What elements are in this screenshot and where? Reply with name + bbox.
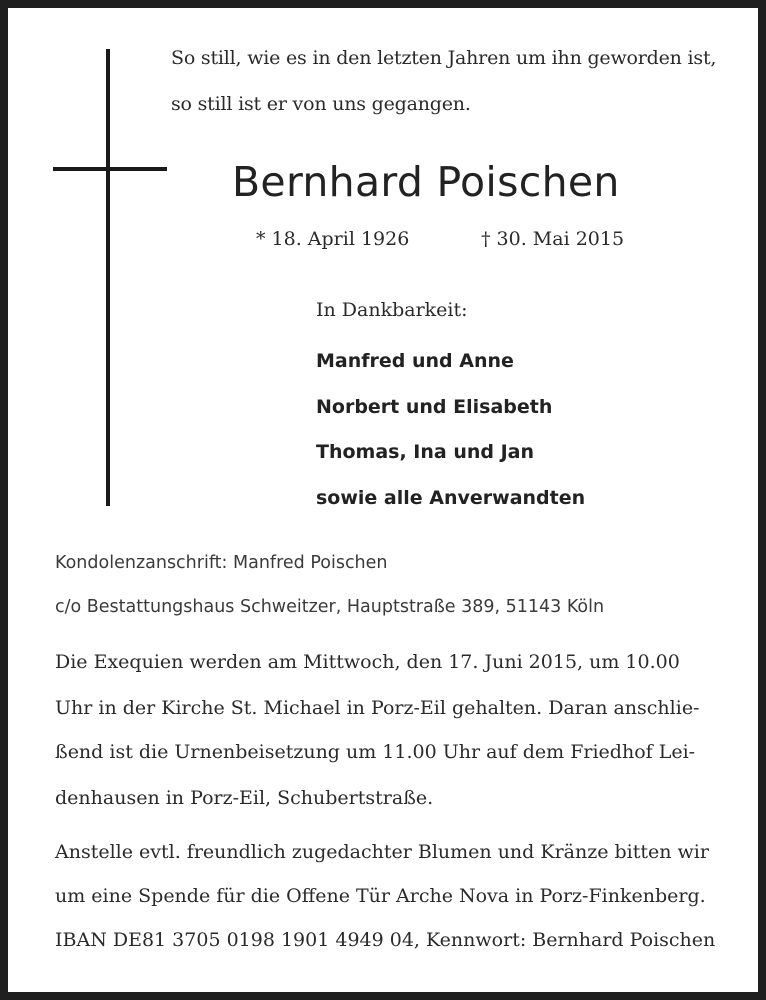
family-member: sowie alle Anverwandten — [316, 487, 586, 509]
quote-line: So still, wie es in den letzten Jahren um ihn geworden ist, — [171, 47, 717, 69]
condolence-address-line: c/o Bestattungshaus Schweitzer, Hauptstraße 389, 51143 Köln — [55, 597, 605, 617]
condolence-address-line: Kondolenzanschrift: Manfred Poischen — [55, 553, 388, 573]
service-info-line: denhausen in Porz-Eil, Schubertstraße. — [55, 787, 434, 809]
deceased-name: Bernhard Poischen — [232, 158, 620, 206]
quote-line: so still ist er von uns gegangen. — [171, 93, 471, 115]
bank-details-line: IBAN DE81 3705 0198 1901 4949 04, Kennwort: Bernhard Poischen — [55, 929, 716, 951]
service-info-line: ßend ist die Urnenbeisetzung um 11.00 Uhr auf dem Friedhof Lei- — [55, 741, 696, 763]
service-info-line: Die Exequien werden am Mittwoch, den 17. Juni 2015, um 10.00 — [55, 651, 680, 673]
birth-date: * 18. April 1926 — [256, 228, 410, 250]
cross-horizontal-bar — [53, 167, 167, 171]
family-member: Norbert und Elisabeth — [316, 396, 553, 418]
thanks-heading: In Dankbarkeit: — [316, 299, 468, 321]
family-member: Manfred und Anne — [316, 350, 514, 372]
cross-vertical-bar — [106, 49, 110, 506]
donation-info-line: um eine Spende für die Offene Tür Arche Nova in Porz-Finkenberg. — [55, 885, 706, 907]
death-date: † 30. Mai 2015 — [481, 228, 625, 250]
donation-info-line: Anstelle evtl. freundlich zugedachter Blumen und Kränze bitten wir — [55, 841, 709, 863]
service-info-line: Uhr in der Kirche St. Michael in Porz-Eil gehalten. Daran anschlie- — [55, 697, 700, 719]
family-member: Thomas, Ina und Jan — [316, 441, 535, 463]
